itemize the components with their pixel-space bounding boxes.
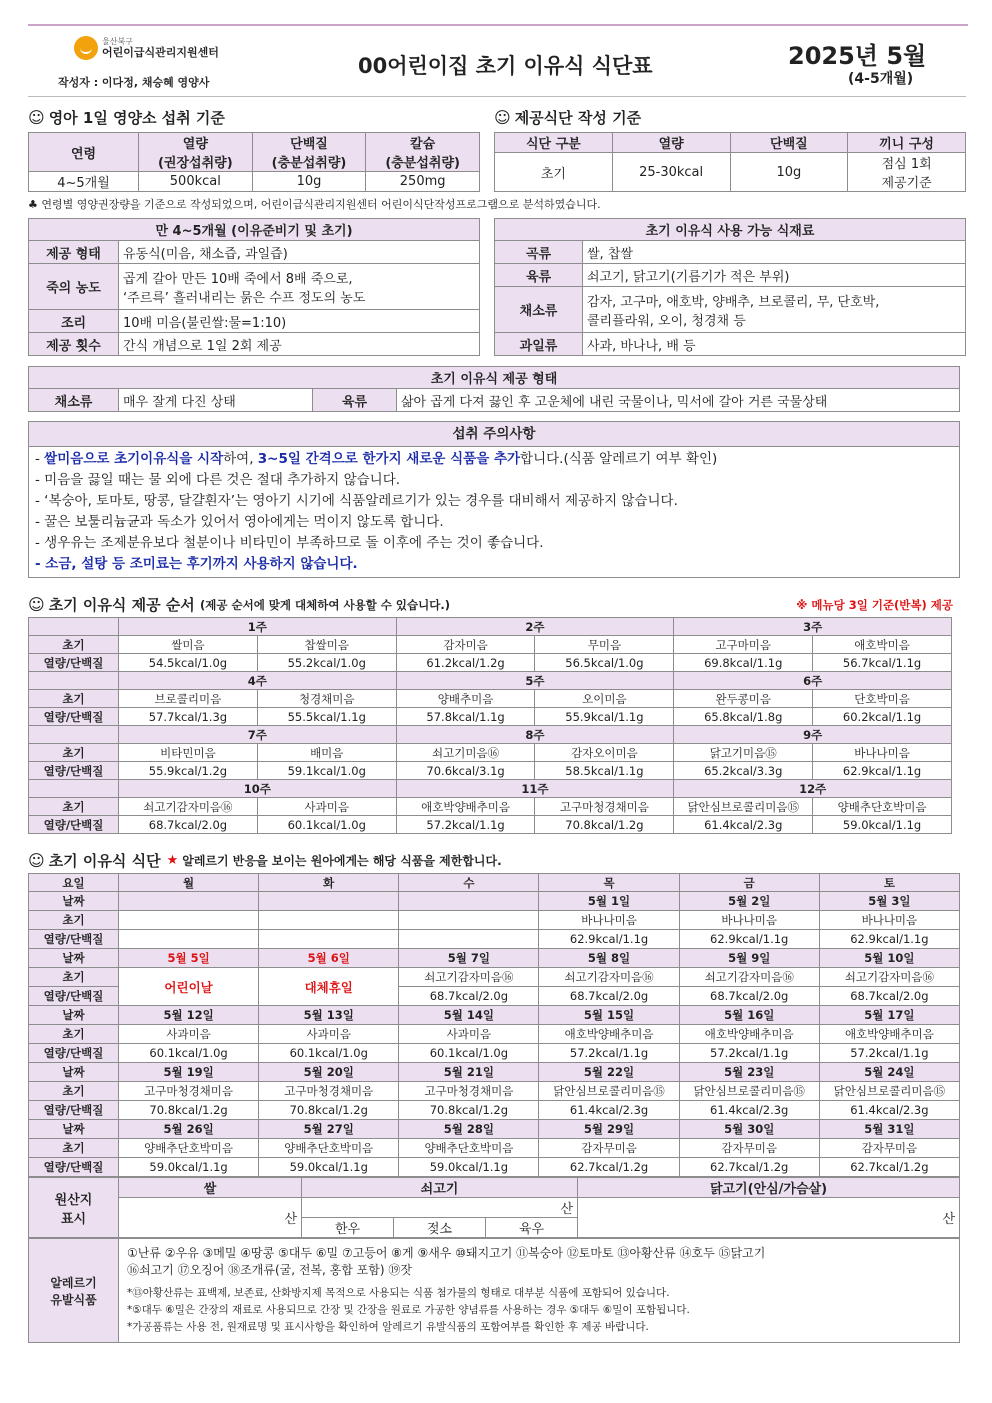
menu-date-cell: 5월 7일 xyxy=(399,949,539,968)
menu-item-cell xyxy=(119,911,259,930)
menu-day-header: 수 xyxy=(399,874,539,892)
menu-item-cell: 감자무미음 xyxy=(679,1139,819,1158)
menu-date-cell: 5월 8일 xyxy=(539,949,679,968)
order-menu-cell: 무미음 xyxy=(535,636,674,654)
form-title: 초기 이유식 제공 형태 xyxy=(29,367,960,389)
order-week-header: 1주 xyxy=(119,618,397,636)
order-subtitle: (제공 순서에 맞게 대체하여 사용할 수 있습니다.) xyxy=(200,597,450,612)
menu-item-cell xyxy=(259,911,399,930)
year-month: 2025년 5월 xyxy=(788,42,927,70)
stage-title: 만 4~5개월 (이유준비기 및 초기) xyxy=(29,219,480,241)
menu-item-cell: 양배추단호박미음 xyxy=(119,1139,259,1158)
menu-item-cell: 바나나미음 xyxy=(539,911,679,930)
order-menu-cell: 배미음 xyxy=(257,744,396,762)
allergy-note: *⑤대두 ⑥밀은 간장의 재료로 사용되므로 간장 및 간장을 원료로 가공한 양념류를 사용하는 경우 ⑤대두 ⑥밀이 포함됩니다. xyxy=(127,1304,690,1316)
menu-date-cell: 5월 14일 xyxy=(399,1006,539,1025)
order-nutrition-cell: 61.4kcal/2.3g xyxy=(674,816,813,834)
menu-row-label: 날짜 xyxy=(29,1063,119,1082)
order-menu-cell: 닭고기미음⑮ xyxy=(674,744,813,762)
intake-protein: 10g xyxy=(252,172,366,192)
menu-date-cell: 5월 20일 xyxy=(259,1063,399,1082)
menu-nutrition-cell xyxy=(399,930,539,949)
stage-value: 10배 미음(불린쌀:물=1:10) xyxy=(119,310,480,333)
menu-item-cell: 고구마청경채미음 xyxy=(259,1082,399,1101)
menu-date-cell xyxy=(119,892,259,911)
order-menu-cell: 양배추미음 xyxy=(396,690,535,708)
allergy-list: ①난류 ②우유 ③메밀 ④땅콩 ⑤대두 ⑥밀 ⑦고등어 ⑧게 ⑨새우 ⑩돼지고기 ⑪복숭아 ⑫토마토 ⑬아황산류 ⑭호두 ⑮닭고기 xyxy=(127,1246,766,1260)
menu-item-cell: 고구마청경채미음 xyxy=(119,1082,259,1101)
menu-nutrition-cell: 70.8kcal/1.2g xyxy=(399,1101,539,1120)
menu-note: 알레르기 반응을 보이는 원아에게는 해당 식품을 제한합니다. xyxy=(182,854,502,868)
meal-std-header-kcal: 열량 xyxy=(612,133,730,153)
menu-nutrition-cell: 62.7kcal/1.2g xyxy=(539,1158,679,1177)
order-nutrition-cell: 54.5kcal/1.0g xyxy=(119,654,258,672)
allergy-label: 알레르기 유발식품 xyxy=(29,1239,119,1343)
order-week-header: 3주 xyxy=(674,618,952,636)
menu-date-cell: 5월 16일 xyxy=(679,1006,819,1025)
intake-header-age: 연령 xyxy=(29,133,139,172)
order-nutrition-cell: 60.2kcal/1.1g xyxy=(813,708,952,726)
order-week-corner xyxy=(29,780,119,798)
menu-date-cell: 5월 30일 xyxy=(679,1120,819,1139)
divider xyxy=(28,96,966,97)
menu-nutrition-cell: 57.2kcal/1.1g xyxy=(819,1044,959,1063)
order-week-header: 11주 xyxy=(396,780,674,798)
ingredient-value: 사과, 바나나, 배 등 xyxy=(583,333,966,356)
menu-nutrition-cell: 59.0kcal/1.1g xyxy=(119,1158,259,1177)
menu-row-label: 초기 xyxy=(29,968,119,987)
menu-nutrition-cell: 62.7kcal/1.2g xyxy=(679,1158,819,1177)
org-name: 어린이급식관리지원센터 xyxy=(102,46,219,59)
order-menu-cell: 쌀미음 xyxy=(119,636,258,654)
ingredients-title: 초기 이유식 사용 가능 식재료 xyxy=(495,219,966,241)
intake-header-protein: 단백질 (충분섭취량) xyxy=(252,133,366,172)
intake-title: 영아 1일 영양소 섭취 기준 xyxy=(48,109,225,127)
order-menu-cell: 쇠고기감자미음⑯ xyxy=(119,798,258,816)
menu-nutrition-cell xyxy=(119,930,259,949)
menu-row-label: 날짜 xyxy=(29,949,119,968)
meal-std-title: 제공식단 작성 기준 xyxy=(514,109,642,127)
org-sub: 울산북구 xyxy=(102,37,133,46)
menu-item-cell: 고구마청경채미음 xyxy=(399,1082,539,1101)
origin-beef-type: 젖소 xyxy=(394,1218,486,1238)
menu-item-cell xyxy=(399,911,539,930)
order-nutrition-cell: 55.9kcal/1.2g xyxy=(119,762,258,780)
menu-date-cell: 5월 22일 xyxy=(539,1063,679,1082)
menu-item-cell: 애호박양배추미음 xyxy=(679,1025,819,1044)
menu-date-cell: 5월 3일 xyxy=(819,892,959,911)
stage-label: 제공 형태 xyxy=(29,241,119,264)
order-menu-cell: 바나나미음 xyxy=(813,744,952,762)
intake-age: 4~5개월 xyxy=(29,172,139,192)
meal-std-kcal: 25-30kcal xyxy=(612,153,730,192)
meal-std-type: 초기 xyxy=(495,153,613,192)
ingredient-label: 과일류 xyxy=(495,333,583,356)
order-menu-cell: 고구마청경채미음 xyxy=(535,798,674,816)
menu-item-cell: 사과미음 xyxy=(119,1025,259,1044)
order-row-label: 초기 xyxy=(29,690,119,708)
menu-row-label: 열량/단백질 xyxy=(29,1044,119,1063)
menu-day-header: 화 xyxy=(259,874,399,892)
menu-row-label: 열량/단백질 xyxy=(29,930,119,949)
origin-beef-value: 산 xyxy=(302,1198,578,1218)
order-table xyxy=(28,617,952,834)
ingredients-table xyxy=(494,218,966,356)
order-menu-cell: 닭안심브로콜리미음⑮ xyxy=(674,798,813,816)
page xyxy=(28,24,966,1343)
order-menu-cell: 청경채미음 xyxy=(257,690,396,708)
intake-header-calcium: 칼슘 (충분섭취량) xyxy=(366,133,480,172)
menu-row-label: 열량/단백질 xyxy=(29,1158,119,1177)
ingredient-value: 감자, 고구마, 애호박, 양배추, 브로콜리, 무, 단호박, 콜리플라워, 오이, 청경채 등 xyxy=(583,287,966,333)
menu-nutrition-cell: 57.2kcal/1.1g xyxy=(539,1044,679,1063)
smile-icon: ☺ xyxy=(28,108,45,127)
order-nutrition-cell: 59.0kcal/1.1g xyxy=(813,816,952,834)
order-nutrition-cell: 56.7kcal/1.1g xyxy=(813,654,952,672)
smile-icon: ☺ xyxy=(28,595,45,614)
menu-nutrition-cell: 68.7kcal/2.0g xyxy=(539,987,679,1006)
origin-rice: 쌀 xyxy=(119,1178,302,1198)
order-nutrition-cell: 55.5kcal/1.1g xyxy=(257,708,396,726)
menu-date-cell: 5월 19일 xyxy=(119,1063,259,1082)
meal-std-header-protein: 단백질 xyxy=(730,133,848,153)
order-nutrition-cell: 65.2kcal/3.3g xyxy=(674,762,813,780)
order-week-header: 2주 xyxy=(396,618,674,636)
order-nutrition-cell: 68.7kcal/2.0g xyxy=(119,816,258,834)
menu-row-label: 열량/단백질 xyxy=(29,987,119,1006)
menu-day-header: 목 xyxy=(539,874,679,892)
menu-date-cell: 5월 26일 xyxy=(119,1120,259,1139)
center-logo xyxy=(74,36,219,60)
menu-date-cell: 5월 17일 xyxy=(819,1006,959,1025)
menu-row-label: 초기 xyxy=(29,1025,119,1044)
origin-table xyxy=(28,1177,960,1238)
menu-row-label: 열량/단백질 xyxy=(29,1101,119,1120)
order-nutrition-cell: 57.8kcal/1.1g xyxy=(396,708,535,726)
order-title: 초기 이유식 제공 순서 xyxy=(48,596,195,614)
order-row-label: 열량/단백질 xyxy=(29,708,119,726)
order-menu-cell: 비타민미음 xyxy=(119,744,258,762)
menu-item-cell: 애호박양배추미음 xyxy=(539,1025,679,1044)
menu-item-cell: 닭안심브로콜리미음⑮ xyxy=(539,1082,679,1101)
holiday-cell: 대체휴일 xyxy=(259,968,399,1006)
smile-icon: ☺ xyxy=(28,851,45,870)
smile-icon: ☺ xyxy=(494,108,511,127)
menu-item-cell: 사과미음 xyxy=(259,1025,399,1044)
form-veg-value: 매우 잘게 다진 상태 xyxy=(119,389,313,412)
order-note: ※ 메뉴당 3일 기준(반복) 제공 xyxy=(796,597,953,612)
menu-nutrition-cell: 70.8kcal/1.2g xyxy=(119,1101,259,1120)
origin-label: 원산지 표시 xyxy=(29,1178,119,1238)
menu-day-label: 요일 xyxy=(29,874,119,892)
menu-date-cell: 5월 5일 xyxy=(119,949,259,968)
stage-value: 곱게 갈아 만든 10배 죽에서 8배 죽으로, ‘주르륵’ 흘러내리는 묽은 수프 정도의 농도 xyxy=(119,264,480,310)
holiday-cell: 어린이날 xyxy=(119,968,259,1006)
order-nutrition-cell: 69.8kcal/1.1g xyxy=(674,654,813,672)
origin-rice-value: 산 xyxy=(119,1198,302,1238)
ingredient-value: 쌀, 찹쌀 xyxy=(583,241,966,264)
order-week-corner xyxy=(29,618,119,636)
stage-value: 유동식(미음, 채소즙, 과일즙) xyxy=(119,241,480,264)
order-week-corner xyxy=(29,726,119,744)
meal-std-meal: 점심 1회 제공기준 xyxy=(848,153,966,192)
menu-date-cell: 5월 31일 xyxy=(819,1120,959,1139)
allergy-note: *⑬아황산류는 표백제, 보존료, 산화방지제 목적으로 사용되는 식품 첨가물의 형태로 대부분 식품에 포함되어 있습니다. xyxy=(127,1287,670,1299)
order-menu-cell: 감자오이미음 xyxy=(535,744,674,762)
menu-item-cell: 애호박양배추미음 xyxy=(819,1025,959,1044)
order-menu-cell: 양배추단호박미음 xyxy=(813,798,952,816)
meal-std-table xyxy=(494,132,966,192)
order-week-header: 6주 xyxy=(674,672,952,690)
form-table xyxy=(28,366,960,412)
menu-nutrition-cell: 59.0kcal/1.1g xyxy=(259,1158,399,1177)
order-nutrition-cell: 57.7kcal/1.3g xyxy=(119,708,258,726)
caution-line: - 쌀미음으로 초기이유식을 시작하여, 3~5일 간격으로 한가지 새로운 식품을 추가합니다.(식품 알레르기 여부 확인) xyxy=(35,451,718,467)
menu-item-cell: 닭안심브로콜리미음⑮ xyxy=(679,1082,819,1101)
menu-item-cell: 사과미음 xyxy=(399,1025,539,1044)
smile-logo-icon xyxy=(74,36,98,60)
order-row-label: 초기 xyxy=(29,636,119,654)
menu-row-label: 날짜 xyxy=(29,1120,119,1139)
menu-nutrition-cell: 62.9kcal/1.1g xyxy=(539,930,679,949)
order-menu-cell: 감자미음 xyxy=(396,636,535,654)
allergy-table xyxy=(28,1238,960,1343)
star-icon: ★ xyxy=(166,853,179,868)
order-row-label: 열량/단백질 xyxy=(29,762,119,780)
menu-table xyxy=(28,873,960,1177)
caution-line: - 생우유는 조제분유보다 철분이나 비타민이 부족하므로 돌 이후에 주는 것이 좋습니다. xyxy=(35,535,544,551)
menu-item-cell: 바나나미음 xyxy=(679,911,819,930)
order-nutrition-cell: 55.9kcal/1.1g xyxy=(535,708,674,726)
caution-line: - ‘복숭아, 토마토, 땅콩, 달걀흰자’는 영아기 시기에 식품알레르기가 있는 경우를 대비해서 제공하지 않습니다. xyxy=(35,493,678,509)
analysis-note: ♣ 연령별 영양권장량을 기준으로 작성되었으며, 어린이급식관리지원센터 어린이식단작성프로그램으로 분석하였습니다. xyxy=(28,198,601,211)
menu-date-cell: 5월 27일 xyxy=(259,1120,399,1139)
menu-row-label: 날짜 xyxy=(29,1006,119,1025)
menu-nutrition-cell: 61.4kcal/2.3g xyxy=(679,1101,819,1120)
menu-item-cell: 쇠고기감자미음⑯ xyxy=(399,968,539,987)
meal-std-header-meal: 끼니 구성 xyxy=(848,133,966,153)
menu-nutrition-cell xyxy=(259,930,399,949)
menu-day-header: 금 xyxy=(679,874,819,892)
caution-line: - 소금, 설탕 등 조미료는 후기까지 사용하지 않습니다. xyxy=(35,556,358,572)
origin-beef: 쇠고기 xyxy=(302,1178,578,1198)
menu-nutrition-cell: 62.7kcal/1.2g xyxy=(819,1158,959,1177)
menu-date-cell: 5월 29일 xyxy=(539,1120,679,1139)
caution-line: - 꿀은 보툴리늄균과 독소가 있어서 영아에게는 먹이지 않도록 합니다. xyxy=(35,514,444,530)
order-week-corner xyxy=(29,672,119,690)
order-nutrition-cell: 55.2kcal/1.0g xyxy=(257,654,396,672)
menu-day-header: 토 xyxy=(819,874,959,892)
menu-date-cell: 5월 21일 xyxy=(399,1063,539,1082)
order-menu-cell: 찹쌀미음 xyxy=(257,636,396,654)
menu-row-label: 초기 xyxy=(29,911,119,930)
menu-title: 초기 이유식 식단 xyxy=(48,852,161,870)
order-week-header: 9주 xyxy=(674,726,952,744)
menu-day-header: 월 xyxy=(119,874,259,892)
stage-label: 조리 xyxy=(29,310,119,333)
order-week-header: 10주 xyxy=(119,780,397,798)
menu-nutrition-cell: 60.1kcal/1.0g xyxy=(399,1044,539,1063)
order-week-header: 4주 xyxy=(119,672,397,690)
stage-table xyxy=(28,218,480,356)
menu-date-cell: 5월 10일 xyxy=(819,949,959,968)
menu-row-label: 날짜 xyxy=(29,892,119,911)
menu-nutrition-cell: 62.9kcal/1.1g xyxy=(819,930,959,949)
stage-label: 죽의 농도 xyxy=(29,264,119,310)
menu-date-cell xyxy=(399,892,539,911)
menu-nutrition-cell: 60.1kcal/1.0g xyxy=(259,1044,399,1063)
menu-item-cell: 감자무미음 xyxy=(539,1139,679,1158)
menu-date-cell: 5월 1일 xyxy=(539,892,679,911)
order-menu-cell: 단호박미음 xyxy=(813,690,952,708)
ingredient-value: 쇠고기, 닭고기(기름기가 적은 부위) xyxy=(583,264,966,287)
order-menu-cell: 쇠고기미음⑯ xyxy=(396,744,535,762)
order-menu-cell: 고구마미음 xyxy=(674,636,813,654)
order-row-label: 초기 xyxy=(29,798,119,816)
menu-date-cell: 5월 2일 xyxy=(679,892,819,911)
menu-nutrition-cell: 62.9kcal/1.1g xyxy=(679,930,819,949)
ingredient-label: 곡류 xyxy=(495,241,583,264)
menu-nutrition-cell: 68.7kcal/2.0g xyxy=(399,987,539,1006)
order-week-header: 8주 xyxy=(396,726,674,744)
menu-nutrition-cell: 61.4kcal/2.3g xyxy=(539,1101,679,1120)
order-nutrition-cell: 65.8kcal/1.8g xyxy=(674,708,813,726)
author: 작성자 : 이다정, 채승혜 영양사 xyxy=(58,76,210,89)
origin-chicken-value: 산 xyxy=(578,1198,960,1238)
menu-date-cell: 5월 9일 xyxy=(679,949,819,968)
menu-row-label: 초기 xyxy=(29,1139,119,1158)
intake-table xyxy=(28,132,480,192)
order-row-label: 열량/단백질 xyxy=(29,816,119,834)
menu-date-cell: 5월 15일 xyxy=(539,1006,679,1025)
order-week-header: 12주 xyxy=(674,780,952,798)
allergy-note: *가공품류는 사용 전, 원재료명 및 표시사항을 확인하여 알레르기 유발식품의 포함여부를 확인한 후 제공 바랍니다. xyxy=(127,1321,649,1333)
order-nutrition-cell: 70.8kcal/1.2g xyxy=(535,816,674,834)
menu-nutrition-cell: 70.8kcal/1.2g xyxy=(259,1101,399,1120)
ingredient-label: 육류 xyxy=(495,264,583,287)
meal-std-header-type: 식단 구분 xyxy=(495,133,613,153)
menu-item-cell: 쇠고기감자미음⑯ xyxy=(679,968,819,987)
stage-value: 간식 개념으로 1일 2회 제공 xyxy=(119,333,480,356)
intake-calcium: 250mg xyxy=(366,172,480,192)
menu-date-cell: 5월 6일 xyxy=(259,949,399,968)
intake-header-kcal: 열량 (권장섭취량) xyxy=(139,133,253,172)
menu-nutrition-cell: 68.7kcal/2.0g xyxy=(819,987,959,1006)
menu-row-label: 초기 xyxy=(29,1082,119,1101)
order-menu-cell: 애호박미음 xyxy=(813,636,952,654)
caution-box xyxy=(28,421,960,578)
order-nutrition-cell: 56.5kcal/1.0g xyxy=(535,654,674,672)
header xyxy=(28,28,966,94)
menu-nutrition-cell: 59.0kcal/1.1g xyxy=(399,1158,539,1177)
menu-item-cell: 쇠고기감자미음⑯ xyxy=(539,968,679,987)
intake-kcal: 500kcal xyxy=(139,172,253,192)
origin-beef-type: 한우 xyxy=(302,1218,394,1238)
order-menu-cell: 완두콩미음 xyxy=(674,690,813,708)
stage-label: 제공 횟수 xyxy=(29,333,119,356)
order-menu-cell: 사과미음 xyxy=(257,798,396,816)
order-row-label: 열량/단백질 xyxy=(29,654,119,672)
caution-line: - 미음을 끓일 때는 물 외에 다른 것은 절대 추가하지 않습니다. xyxy=(35,472,401,488)
order-nutrition-cell: 70.6kcal/3.1g xyxy=(396,762,535,780)
menu-nutrition-cell: 61.4kcal/2.3g xyxy=(819,1101,959,1120)
menu-date-cell: 5월 23일 xyxy=(679,1063,819,1082)
menu-date-cell: 5월 24일 xyxy=(819,1063,959,1082)
order-row-label: 초기 xyxy=(29,744,119,762)
origin-chicken: 닭고기(안심/가슴살) xyxy=(578,1178,960,1198)
menu-item-cell: 쇠고기감자미음⑯ xyxy=(819,968,959,987)
order-nutrition-cell: 62.9kcal/1.1g xyxy=(813,762,952,780)
origin-beef-type: 육우 xyxy=(486,1218,578,1238)
meal-std-protein: 10g xyxy=(730,153,848,192)
menu-nutrition-cell: 60.1kcal/1.0g xyxy=(119,1044,259,1063)
menu-nutrition-cell: 68.7kcal/2.0g xyxy=(679,987,819,1006)
form-meat-value: 삶아 곱게 다져 끓인 후 고운체에 내린 국물이나, 믹서에 갈아 거른 국물상태 xyxy=(397,389,960,412)
order-menu-cell: 애호박양배추미음 xyxy=(396,798,535,816)
order-week-header: 7주 xyxy=(119,726,397,744)
age-range: (4-5개월) xyxy=(848,71,914,87)
allergy-list: ⑯쇠고기 ⑰오징어 ⑱조개류(굴, 전복, 홍합 포함) ⑲잣 xyxy=(127,1263,412,1277)
order-nutrition-cell: 58.5kcal/1.1g xyxy=(535,762,674,780)
order-nutrition-cell: 59.1kcal/1.0g xyxy=(257,762,396,780)
page-title: 00어린이집 초기 이유식 식단표 xyxy=(358,54,653,78)
menu-item-cell: 양배추단호박미음 xyxy=(399,1139,539,1158)
menu-nutrition-cell: 57.2kcal/1.1g xyxy=(679,1044,819,1063)
order-nutrition-cell: 61.2kcal/1.2g xyxy=(396,654,535,672)
allergy-content xyxy=(119,1239,960,1343)
menu-date-cell: 5월 13일 xyxy=(259,1006,399,1025)
order-menu-cell: 브로콜리미음 xyxy=(119,690,258,708)
order-nutrition-cell: 60.1kcal/1.0g xyxy=(257,816,396,834)
form-meat-label: 육류 xyxy=(313,389,397,412)
menu-item-cell: 양배추단호박미음 xyxy=(259,1139,399,1158)
ingredient-label: 채소류 xyxy=(495,287,583,333)
caution-title: 섭취 주의사항 xyxy=(29,422,959,447)
menu-date-cell: 5월 12일 xyxy=(119,1006,259,1025)
menu-item-cell: 감자무미음 xyxy=(819,1139,959,1158)
order-nutrition-cell: 57.2kcal/1.1g xyxy=(396,816,535,834)
menu-item-cell: 바나나미음 xyxy=(819,911,959,930)
menu-date-cell xyxy=(259,892,399,911)
menu-item-cell: 닭안심브로콜리미음⑮ xyxy=(819,1082,959,1101)
form-veg-label: 채소류 xyxy=(29,389,119,412)
order-week-header: 5주 xyxy=(396,672,674,690)
menu-date-cell: 5월 28일 xyxy=(399,1120,539,1139)
order-menu-cell: 오이미음 xyxy=(535,690,674,708)
